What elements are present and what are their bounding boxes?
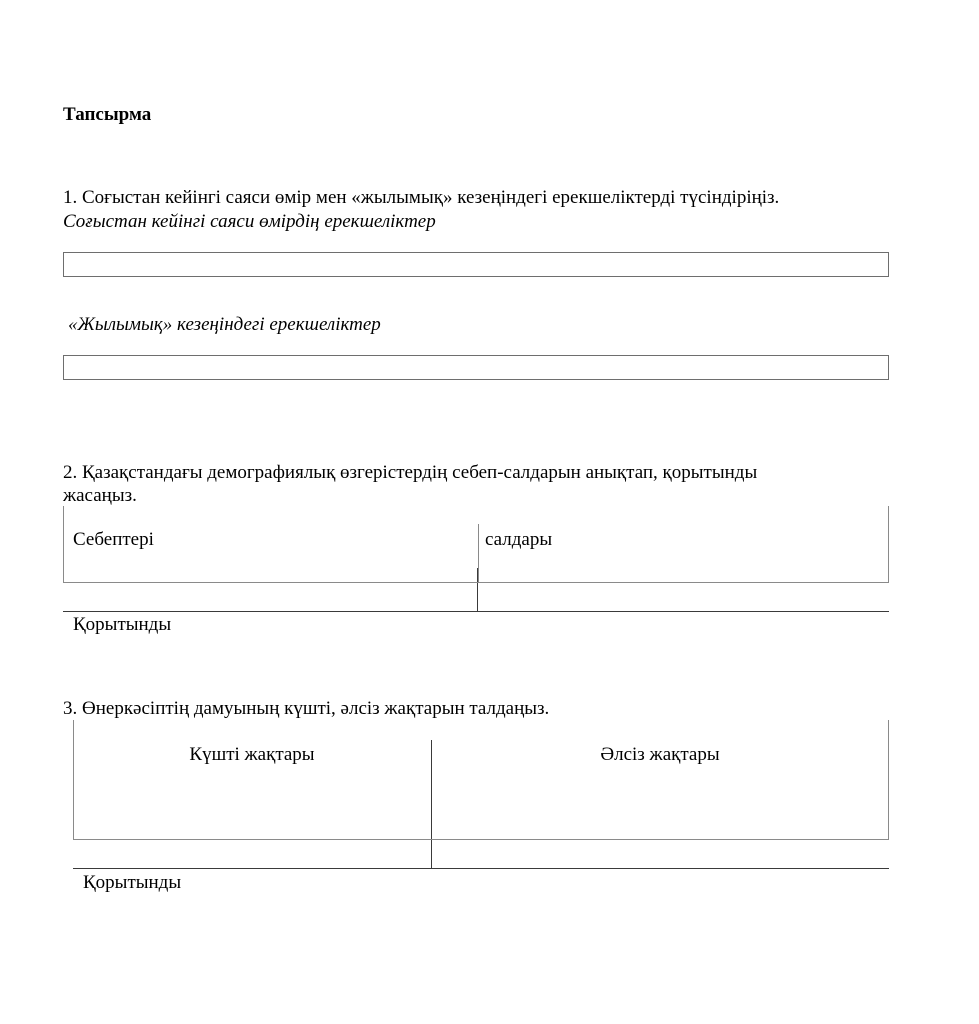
task3-table-right-border <box>888 720 889 839</box>
task2-consequence-cell[interactable] <box>479 583 888 610</box>
task2-column-causes: Себептері <box>73 529 154 550</box>
task3-question: 3. Өнеркәсіптің дамуының күшті, әлсіз жақтарын талдаңыз. <box>63 698 550 719</box>
task2-table-left-border <box>63 506 64 582</box>
task2-conclusion-label: Қорытынды <box>73 614 172 635</box>
task2-question-line2: жасаңыз. <box>63 485 137 506</box>
task1-answer-box-thaw[interactable] <box>63 355 889 380</box>
task3-strengths-cell[interactable] <box>74 840 430 867</box>
page-title: Тапсырма <box>63 104 152 125</box>
task1-question: 1. Соғыстан кейінгі саяси өмір мен «жылымық» кезеңіндегі ерекшеліктерді түсіндіріңіз. <box>63 187 780 208</box>
task3-table-left-border <box>73 720 74 839</box>
task3-table-bottom-line <box>73 868 889 869</box>
task3-conclusion-label: Қорытынды <box>83 872 182 893</box>
task3-column-strengths: Күшті жақтары <box>189 744 315 765</box>
task3-column-weaknesses: Әлсіз жақтары <box>600 744 720 765</box>
task2-cause-cell[interactable] <box>64 583 476 610</box>
task2-question-line1: 2. Қазақстандағы демографиялық өзгерістердің себеп-салдарын анықтап, қорытынды <box>63 462 758 483</box>
task1-answer-box-postwar[interactable] <box>63 252 889 277</box>
task1-subheading-postwar: Соғыстан кейінгі саяси өмірдің ерекшеліктер <box>63 211 436 232</box>
task1-subheading-thaw: «Жылымық» кезеңіндегі ерекшеліктер <box>68 314 381 335</box>
task2-table-right-border <box>888 506 889 582</box>
task2-table-bottom-line <box>63 611 889 612</box>
task2-column-consequences: салдары <box>485 529 553 550</box>
task3-weaknesses-cell[interactable] <box>433 840 888 867</box>
task2-table-divider-upper <box>478 524 479 582</box>
task2-table-divider-lower <box>477 568 478 611</box>
